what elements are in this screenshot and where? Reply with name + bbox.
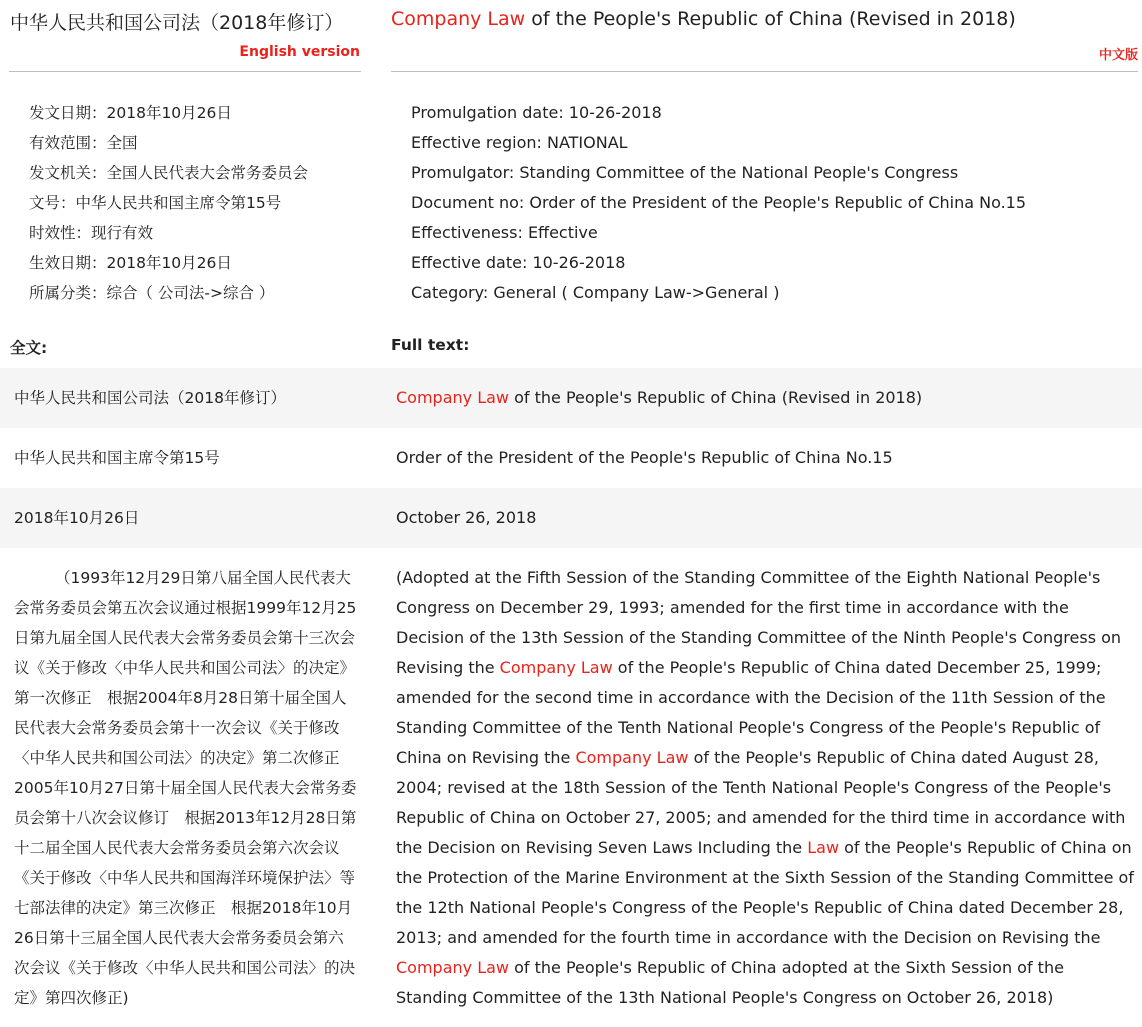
row-text-cn: （1993年12月29日第八届全国人民代表大会常务委员会第五次会议通过根据1999年12月25日第九届全国人民代表大会常务委员会第十三次会议《关于修改〈中华人民共和国公司法〉的决定》第一次修正 根据2004年8月28日第十届全国人民代表大会常务委员会第十一次会议《关于修改〈中华人民共和国公司法〉的决定》第二次修正 2005年10月27日第十届全国人民代表大会常务委员会第十八次会议修订 根据2013年12月28日第十二届全国人民代表大会常务委员会第六次会议《关于修改〈中华人民共和国海洋环境保护法〉等七部法律的决定》第三次修正 根据2018年10月26日第十三届全国人民代表大会常务委员会第六次会议《关于修改〈中华人民共和国公司法〉的决定》第四次修正): [14, 569, 357, 1007]
row-text-cn: 中华人民共和国公司法（2018年修订）: [14, 389, 286, 407]
title-company-law-term[interactable]: Company Law: [391, 8, 526, 30]
title-english-rest: of the People's Republic of China (Revised in 2018): [525, 8, 1016, 30]
row-text-en: [396, 563, 1136, 1013]
row-text-en: October 26, 2018: [396, 508, 537, 527]
fulltext-label-en: Full text:: [391, 336, 470, 354]
meta-effective-date-cn: 生效日期：2018年10月26日: [29, 254, 232, 272]
company-law-term[interactable]: Company Law: [499, 658, 613, 677]
table-row: [0, 488, 1142, 548]
row-text-en-part: of the People's Republic of China dated December 25, 1999; amended for the second time in accordance with the Decision of the 11th Session of the Standing Committee of the Tenth National People's Congress of the People's Republic of China on Revising the: [396, 658, 1106, 767]
meta-document-no-en: Document no: Order of the President of the People's Republic of China No.15: [411, 193, 1027, 212]
meta-effective-region-cn: 有效范围：全国: [29, 134, 138, 152]
row-text-en-part: of the People's Republic of China adopted at the Sixth Session of the Standing Committee of the 13th National People's Congress on October 26, 2018): [396, 958, 1064, 1007]
company-law-term[interactable]: Company Law: [575, 748, 689, 767]
metadata-list-english: [411, 100, 1026, 310]
meta-promulgation-date-en: Promulgation date: 10-26-2018: [411, 103, 662, 122]
english-version-link[interactable]: English version: [239, 44, 360, 60]
header-divider-right: [391, 71, 1138, 72]
row-text-cn: 2018年10月26日: [14, 509, 140, 527]
table-row: [0, 368, 1142, 428]
table-row: [0, 548, 1142, 1027]
meta-effective-date-en: Effective date: 10-26-2018: [411, 253, 626, 272]
row-text-en-part: of the People's Republic of China on the Protection of the Marine Environment at the Sixth Session of the Standing Committee of the 12th National People's Congress of the People's Republic of China dated December 28, 2013; and amended for the fourth time in accordance with the Decision on Revising the: [396, 838, 1134, 947]
table-row: [0, 428, 1142, 488]
meta-category-en: Category: General ( Company Law->General ): [411, 283, 780, 302]
meta-promulgation-date-cn: 发文日期：2018年10月26日: [29, 104, 232, 122]
meta-category-cn: 所属分类：综合（ 公司法->综合 ）: [29, 284, 275, 302]
metadata-list-chinese: [29, 100, 308, 310]
row-text-en-rest: of the People's Republic of China (Revised in 2018): [509, 388, 923, 407]
meta-promulgator-cn: 发文机关：全国人民代表大会常务委员会: [29, 164, 309, 182]
meta-document-no-cn: 文号：中华人民共和国主席令第15号: [29, 194, 282, 212]
row-text-en-part: of the People's Republic of China dated August 28, 2004; revised at the 18th Session of the Tenth National People's Congress of the People's Republic of China on October 27, 2005; and amended for the third time in accordance with the Decision on Revising Seven Laws Including the: [396, 748, 1126, 857]
header-divider-left: [9, 71, 361, 72]
company-law-term[interactable]: Company Law: [396, 958, 510, 977]
row-text-en: Order of the President of the People's Republic of China No.15: [396, 448, 893, 467]
meta-effective-region-en: Effective region: NATIONAL: [411, 133, 628, 152]
row-text-cn: 中华人民共和国主席令第15号: [14, 449, 220, 467]
row-text-en: [396, 383, 1136, 413]
law-term[interactable]: Law: [807, 838, 840, 857]
page-title-english: [391, 8, 1016, 30]
row-text-en-part: (Adopted at the Fifth Session of the Standing Committee of the Eighth National People's Congress on December 29, 1993; amended for the first time in accordance with the Decision of the 13th Session of the Standing Committee of the Ninth People's Congress on Revising the: [396, 568, 1122, 677]
meta-effectiveness-cn: 时效性：现行有效: [29, 224, 154, 242]
page-title-chinese: 中华人民共和国公司法（2018年修订）: [10, 12, 344, 34]
chinese-version-link[interactable]: 中文版: [1098, 48, 1138, 63]
fulltext-label-cn: 全文:: [10, 339, 48, 357]
meta-promulgator-en: Promulgator: Standing Committee of the National People's Congress: [411, 163, 959, 182]
company-law-term[interactable]: Company Law: [396, 388, 510, 407]
meta-effectiveness-en: Effectiveness: Effective: [411, 223, 598, 242]
